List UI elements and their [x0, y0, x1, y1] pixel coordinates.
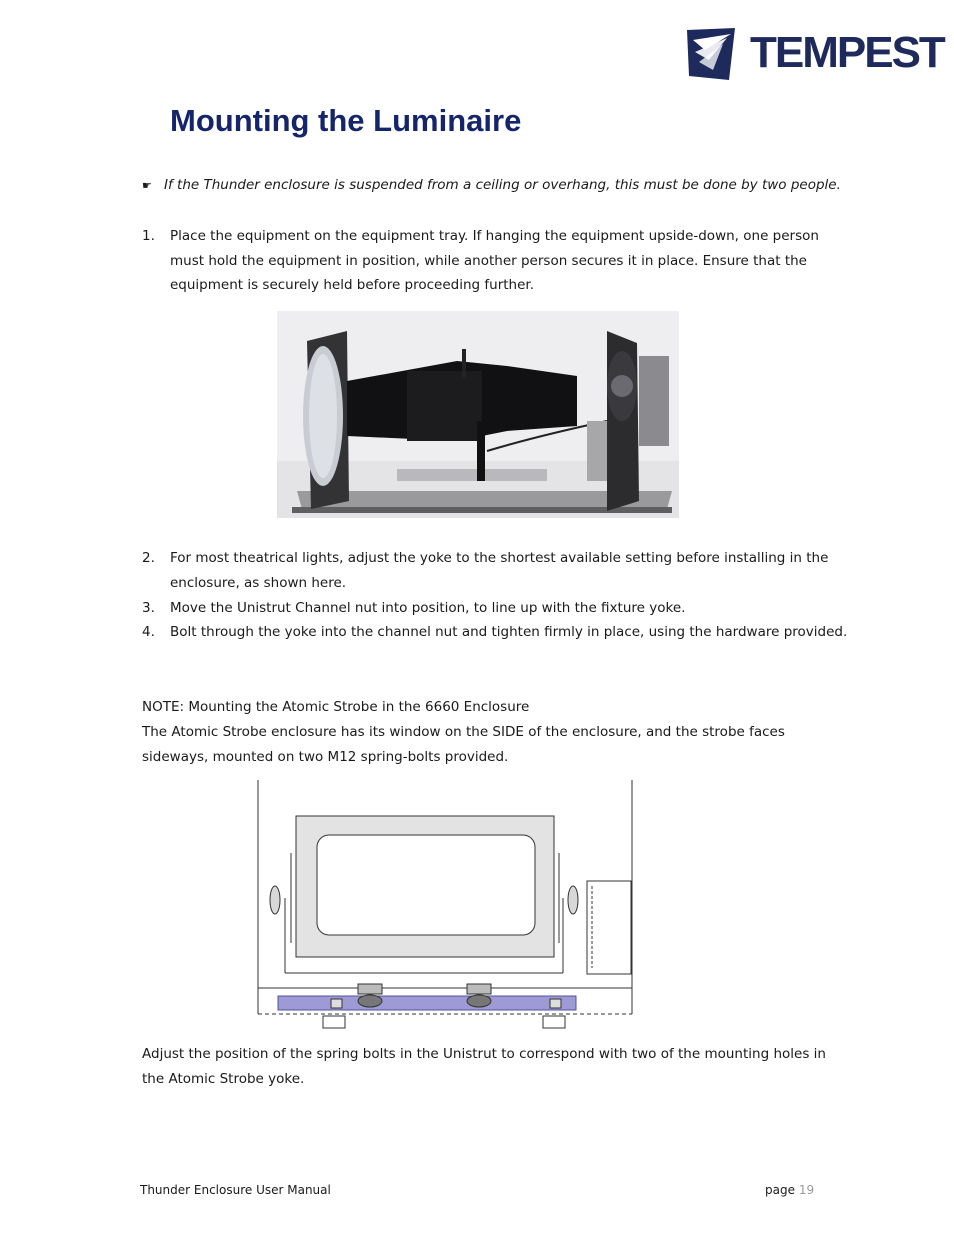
warning-note: [142, 177, 841, 193]
hand-pointer-icon: ☛: [142, 179, 152, 192]
warning-text: If the Thunder enclosure is suspended from a ceiling or overhang, this must be done by two people.: [164, 177, 841, 193]
luminaire-photo: [277, 311, 679, 518]
step-number: 3.: [142, 600, 155, 616]
step-text: Bolt through the yoke into the channel nut and tighten firmly in place, using the hardware provided.: [170, 624, 848, 640]
closing-paragraph: Adjust the position of the spring bolts in the Unistrut to correspond with two of the mounting holes in the Atomic Strobe yoke.: [142, 1046, 826, 1087]
step-number: 4.: [142, 624, 155, 640]
step-text: Place the equipment on the equipment tray. If hanging the equipment upside-down, one person must hold the equipment in position, while another person secures it in place. Ensure that the equipment is securely held before proceeding further.: [170, 228, 819, 293]
tempest-logo-icon: [683, 26, 739, 82]
page-title: Mounting the Luminaire: [170, 103, 522, 138]
step-number: 2.: [142, 550, 155, 566]
step-number: 1.: [142, 228, 155, 244]
footer-manual-title: Thunder Enclosure User Manual: [140, 1183, 331, 1197]
tempest-logo: [683, 26, 944, 86]
atomic-strobe-diagram: [255, 778, 635, 1032]
step-text: Move the Unistrut Channel nut into position, to line up with the fixture yoke.: [170, 600, 686, 616]
page-label: page: [765, 1183, 795, 1197]
note-body: The Atomic Strobe enclosure has its window on the SIDE of the enclosure, and the strobe faces sideways, mounted on two M12 spring-bolts provided.: [142, 724, 785, 765]
page-number: 19: [798, 1183, 815, 1197]
note-heading: NOTE: Mounting the Atomic Strobe in the 6660 Enclosure: [142, 699, 530, 715]
logo-text: TEMPEST: [750, 28, 944, 77]
step-text: For most theatrical lights, adjust the yoke to the shortest available setting before installing in the enclosure, as shown here.: [170, 550, 829, 591]
footer-page: [765, 1183, 814, 1197]
